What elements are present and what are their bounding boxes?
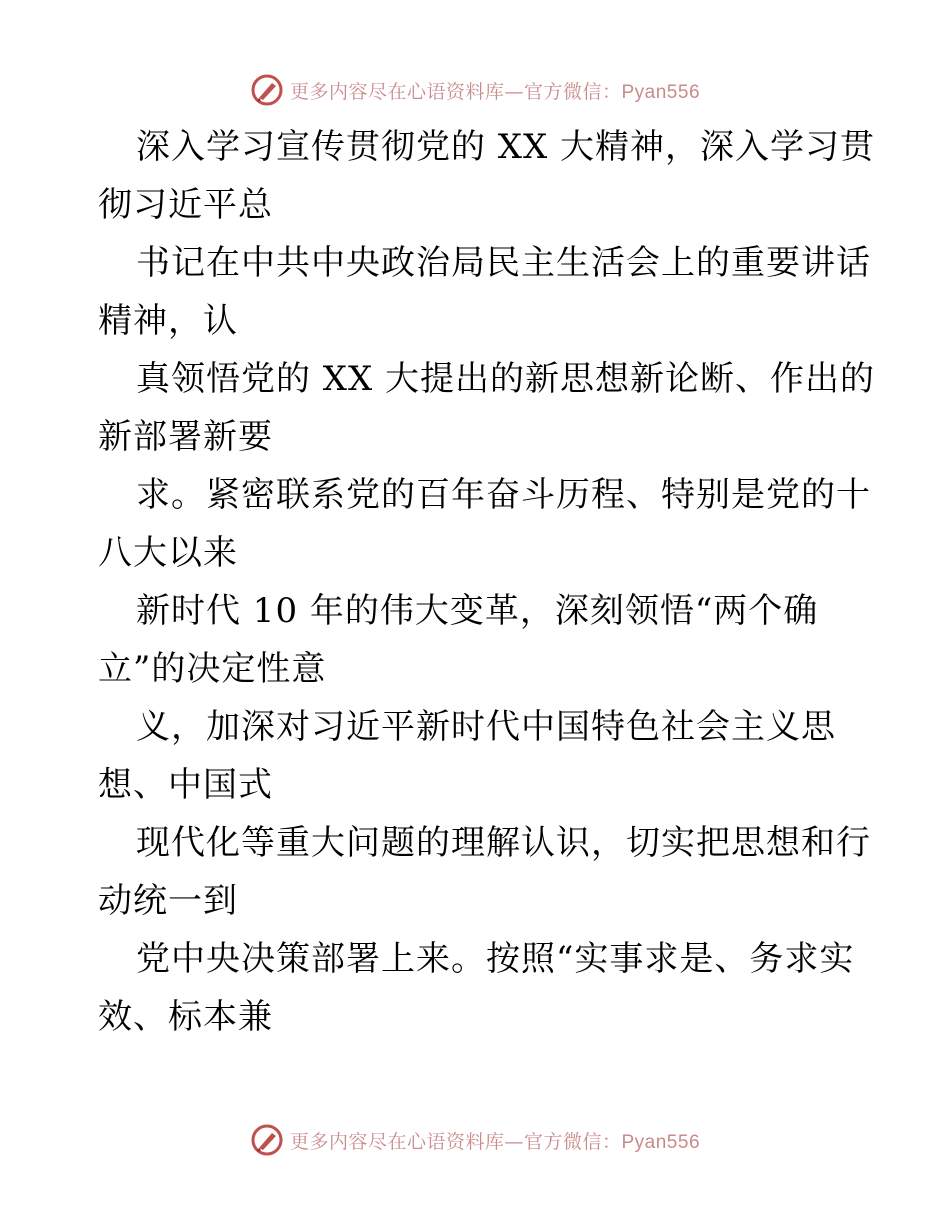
line-7a: 现代化等重大问题的理解认识，切实把思想和行 <box>136 823 871 863</box>
line-4b: 八大以来 <box>98 533 238 573</box>
header-banner <box>0 70 950 110</box>
paragraph-6 <box>98 698 858 814</box>
line-1b: 彻习近平总 <box>98 185 273 225</box>
header-banner-label: 更多内容尽在心语资料库—官方微信： <box>289 80 622 103</box>
line-1a: 深入学习宣传贯彻党的 XX 大精神，深入学习贯 <box>136 127 876 167</box>
line-3b: 新部署新要 <box>98 417 273 457</box>
header-banner-text <box>290 77 700 104</box>
paragraph-5 <box>98 582 858 698</box>
paragraph-4 <box>98 466 871 582</box>
header-wechat-id: Pyan556 <box>621 81 701 103</box>
line-7b: 动统一到 <box>98 881 238 921</box>
paragraph-8 <box>98 930 858 1046</box>
paragraph-2 <box>98 234 871 350</box>
line-5b: 立”的决定性意 <box>98 649 327 689</box>
line-6b: 想、中国式 <box>98 765 273 805</box>
footer-banner-text <box>290 1127 700 1154</box>
footer-banner-label: 更多内容尽在心语资料库—官方微信： <box>289 1130 622 1153</box>
line-8a: 党中央决策部署上来。按照“实事求是、务求实 <box>136 939 855 979</box>
paragraph-1 <box>98 118 876 234</box>
footer-banner <box>0 1120 950 1160</box>
paragraph-7 <box>98 814 871 930</box>
line-2b: 精神，认 <box>98 301 238 341</box>
line-8b: 效、标本兼 <box>98 997 273 1037</box>
line-6a: 义，加深对习近平新时代中国特色社会主义思 <box>136 707 836 747</box>
line-3a: 真领悟党的 XX 大提出的新思想新论断、作出的 <box>136 359 876 399</box>
pen-logo-icon <box>250 1123 284 1157</box>
document-body <box>98 118 876 1046</box>
footer-wechat-id: Pyan556 <box>621 1131 701 1153</box>
line-5a: 新时代 10 年的伟大变革，深刻领悟“两个确 <box>136 591 819 631</box>
pen-logo-icon <box>250 73 284 107</box>
line-4a: 求。紧密联系党的百年奋斗历程、特别是党的十 <box>136 475 871 515</box>
paragraph-3 <box>98 350 876 466</box>
line-2a: 书记在中共中央政治局民主生活会上的重要讲话 <box>136 243 871 283</box>
